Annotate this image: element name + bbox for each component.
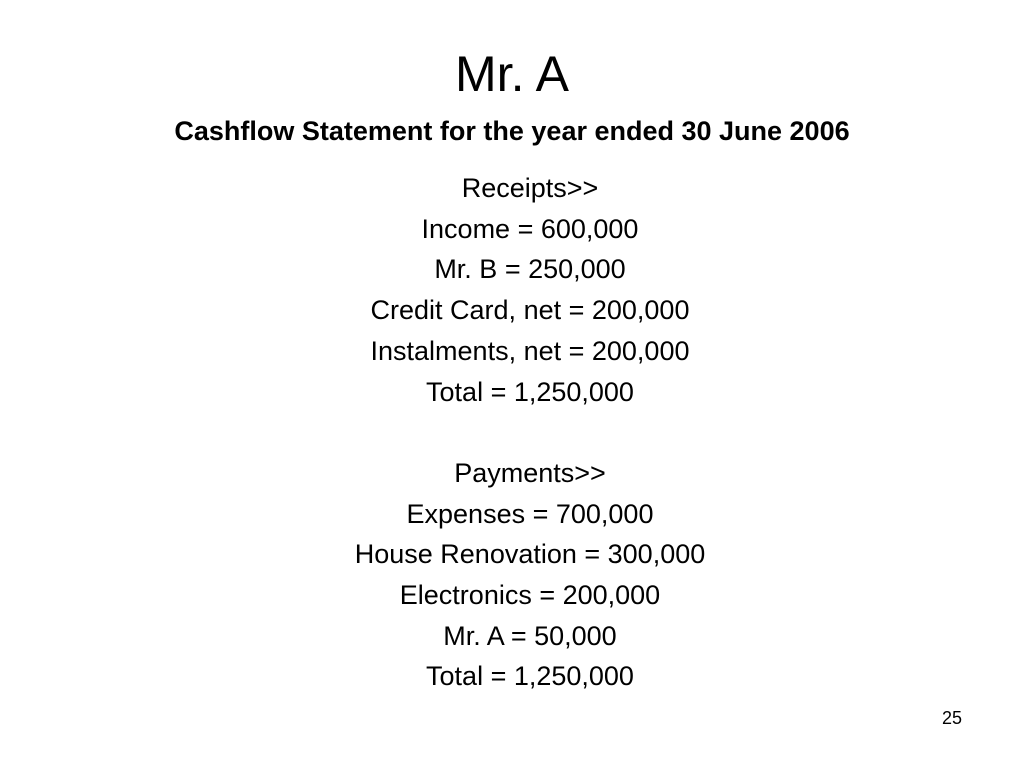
page-number: 25 xyxy=(941,708,962,728)
slide-body xyxy=(0,168,1024,697)
payments-heading: Payments>> xyxy=(454,457,606,488)
payment-line-total: Total = 1,250,000 xyxy=(426,661,634,692)
receipt-line-mr-b: Mr. B = 250,000 xyxy=(434,254,626,285)
receipts-heading: Receipts>> xyxy=(461,173,599,203)
slide-subtitle: Cashflow Statement for the year ended 30 June 2006 xyxy=(174,116,850,146)
receipt-line-income: Income = 600,000 xyxy=(421,213,639,244)
slide-title: Mr. A xyxy=(455,46,569,102)
payment-line-house-renovation: House Renovation = 300,000 xyxy=(354,539,706,570)
payment-line-expenses: Expenses = 700,000 xyxy=(406,498,654,529)
receipts-section xyxy=(0,168,1024,412)
payment-line-electronics: Electronics = 200,000 xyxy=(399,580,661,611)
receipt-line-instalments: Instalments, net = 200,000 xyxy=(370,335,690,366)
receipt-line-credit-card: Credit Card, net = 200,000 xyxy=(370,295,690,326)
payments-section xyxy=(0,453,1024,697)
receipt-line-total: Total = 1,250,000 xyxy=(426,376,634,407)
payment-line-mr-a: Mr. A = 50,000 xyxy=(443,620,617,651)
